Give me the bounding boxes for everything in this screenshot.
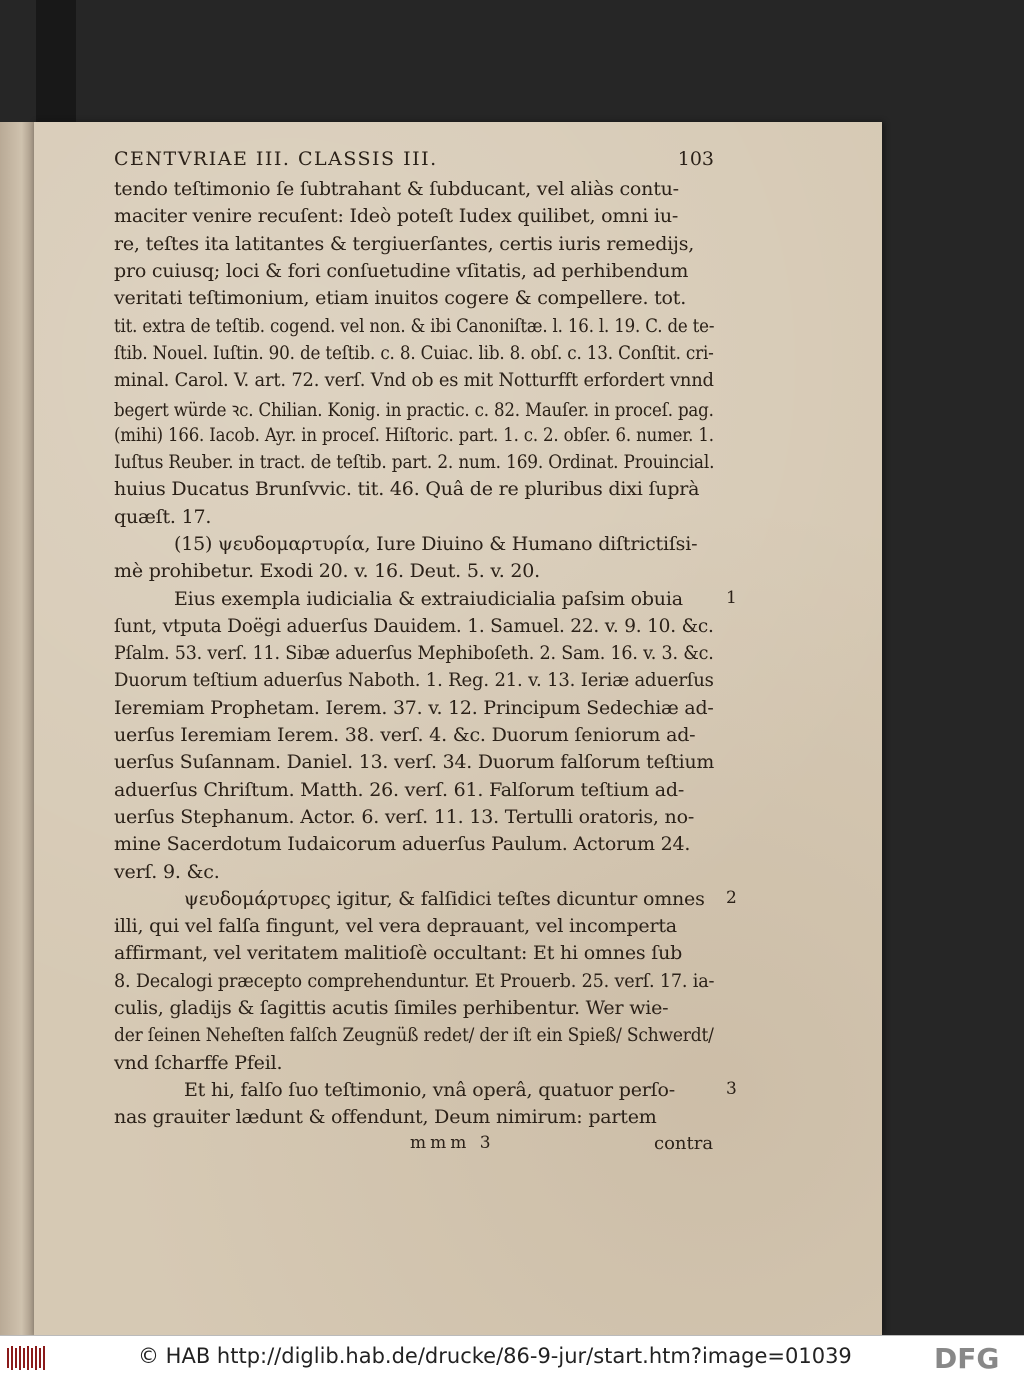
text-line: ſunt, vtputa Doëgi aduerſus Dauidem. 1. Samuel. 22. v. 9. 10. &c.: [114, 614, 714, 637]
text-line: ſtib. Nouel. Iuſtin. 90. de teſtib. c. 8. Cuiac. lib. 8. obſ. c. 13. Conſtit. cri-: [114, 341, 714, 364]
text-line: veritati teſtimonium, etiam inuitos cogere & compellere. tot.: [114, 287, 687, 310]
running-header: CENTVRIAE III. CLASSIS III.: [114, 148, 438, 170]
text-line: Et hi, falſo ſuo teſtimonio, vnâ operâ, quatuor perſo-: [184, 1078, 675, 1101]
text-line: (mihi) 166. Iacob. Ayr. in proceſ. Hiſtoric. part. 1. c. 2. obſer. 6. numer. 1.: [114, 423, 714, 446]
catchword: contra: [654, 1133, 714, 1155]
text-line: aduerſus Chriſtum. Matth. 26. verſ. 61. Falſorum teſtium ad-: [114, 778, 685, 801]
text-line: tendo teſtimonio ſe ſubtrahant & ſubducant, vel aliàs contu-: [114, 178, 679, 200]
previous-page-edge: [0, 122, 36, 1335]
text-line: verſ. 9. &c.: [114, 860, 220, 883]
text-line: quæſt. 17.: [114, 505, 212, 528]
text-line: Iuſtus Reuber. in tract. de teſtib. part. 2. num. 169. Ordinat. Prouincial.: [114, 451, 715, 473]
text-line: begert würde ꝛc. Chilian. Konig. in practic. c. 82. Mauſer. in proceſ. pag.: [114, 399, 714, 422]
text-line: mè prohibetur. Exodi 20. v. 16. Deut. 5. v. 20.: [114, 560, 540, 583]
hab-logo-icon[interactable]: [6, 1344, 46, 1372]
text-line: illi, qui vel falſa fingunt, vel vera deprauant, vel incomperta: [114, 915, 677, 938]
text-line: uerſus Stephanum. Actor. 6. verſ. 11. 13. Tertulli oratoris, no-: [114, 805, 695, 828]
book-page: [34, 122, 882, 1335]
text-line: mine Sacerdotum Iudaicorum aduerſus Paulum. Actorum 24.: [114, 833, 691, 856]
text-line: vnd ſcharffe Pfeil.: [114, 1051, 283, 1074]
margin-number: 3: [726, 1078, 737, 1099]
text-line: huius Ducatus Brunſvvic. tit. 46. Quâ de re pluribus dixi ſuprà: [114, 478, 700, 501]
text-line: der ſeinen Neheſten falſch Zeugnüß redet/ der iſt ein Spieß/ Schwerdt/: [114, 1024, 714, 1047]
text-line: affirmant, vel veritatem malitioſè occultant: Et hi omnes ſub: [114, 942, 683, 965]
text-line: minal. Carol. V. art. 72. verſ. Vnd ob es mit Notturfft erfordert vnnd: [114, 369, 714, 392]
signature-mark: mmm 3: [410, 1133, 495, 1154]
text-line: maciter venire recuſent: Ideò poteſt Iudex quilibet, omni iu-: [114, 205, 679, 228]
svg-text:DFG: DFG: [934, 1342, 1000, 1372]
text-line: re, teſtes ita latitantes & tergiuerſantes, certis iuris remedijs,: [114, 232, 695, 255]
text-line: ψευδομάρτυρες igitur, & falſidici teſtes dicuntur omnes: [184, 887, 705, 910]
text-line: (15) ψευδομαρτυρία, Iure Diuino & Humano diſtrictiſsi-: [174, 532, 698, 555]
text-line: tit. extra de teſtib. cogend. vel non. & ibi Canoniſtæ. l. 16. l. 19. C. de te-: [114, 314, 715, 337]
text-line: Eius exempla iudicialia & extraiudicialia paſsim obuia: [174, 587, 683, 610]
text-line: Pſalm. 53. verſ. 11. Sibæ aduerſus Mephiboſeth. 2. Sam. 16. v. 3. &c.: [114, 642, 714, 665]
text-line: nas grauiter lædunt & offendunt, Deum nimirum: partem: [114, 1106, 657, 1129]
text-line: Ieremiam Prophetam. Ierem. 37. v. 12. Principum Sedechiæ ad-: [114, 696, 714, 719]
footer-citation[interactable]: © HAB http://diglib.hab.de/drucke/86-9-jur/start.htm?image=01039: [138, 1344, 852, 1368]
text-line: uerſus Suſannam. Daniel. 13. verſ. 34. Duorum falſorum teſtium: [114, 751, 715, 774]
margin-number: 1: [726, 587, 737, 608]
margin-number: 2: [726, 887, 737, 908]
dfg-logo-icon[interactable]: [932, 1342, 1018, 1372]
text-line: culis, gladijs & ſagittis acutis ſimiles perhibentur. Wer wie-: [114, 997, 669, 1019]
text-line: 8. Decalogi præcepto comprehenduntur. Et Prouerb. 25. verſ. 17. ia-: [114, 969, 715, 992]
text-line: pro cuiusq; loci & fori conſuetudine vſitatis, ad perhibendum: [114, 259, 689, 282]
page-number: 103: [677, 148, 714, 170]
footer-bar: [0, 1335, 1024, 1378]
text-line: Duorum teſtium aduerſus Naboth. 1. Reg. 21. v. 13. Ieriæ aduerſus: [114, 669, 714, 692]
text-line: uerſus Ieremiam Ierem. 38. verſ. 4. &c. Duorum ſeniorum ad-: [114, 724, 696, 746]
